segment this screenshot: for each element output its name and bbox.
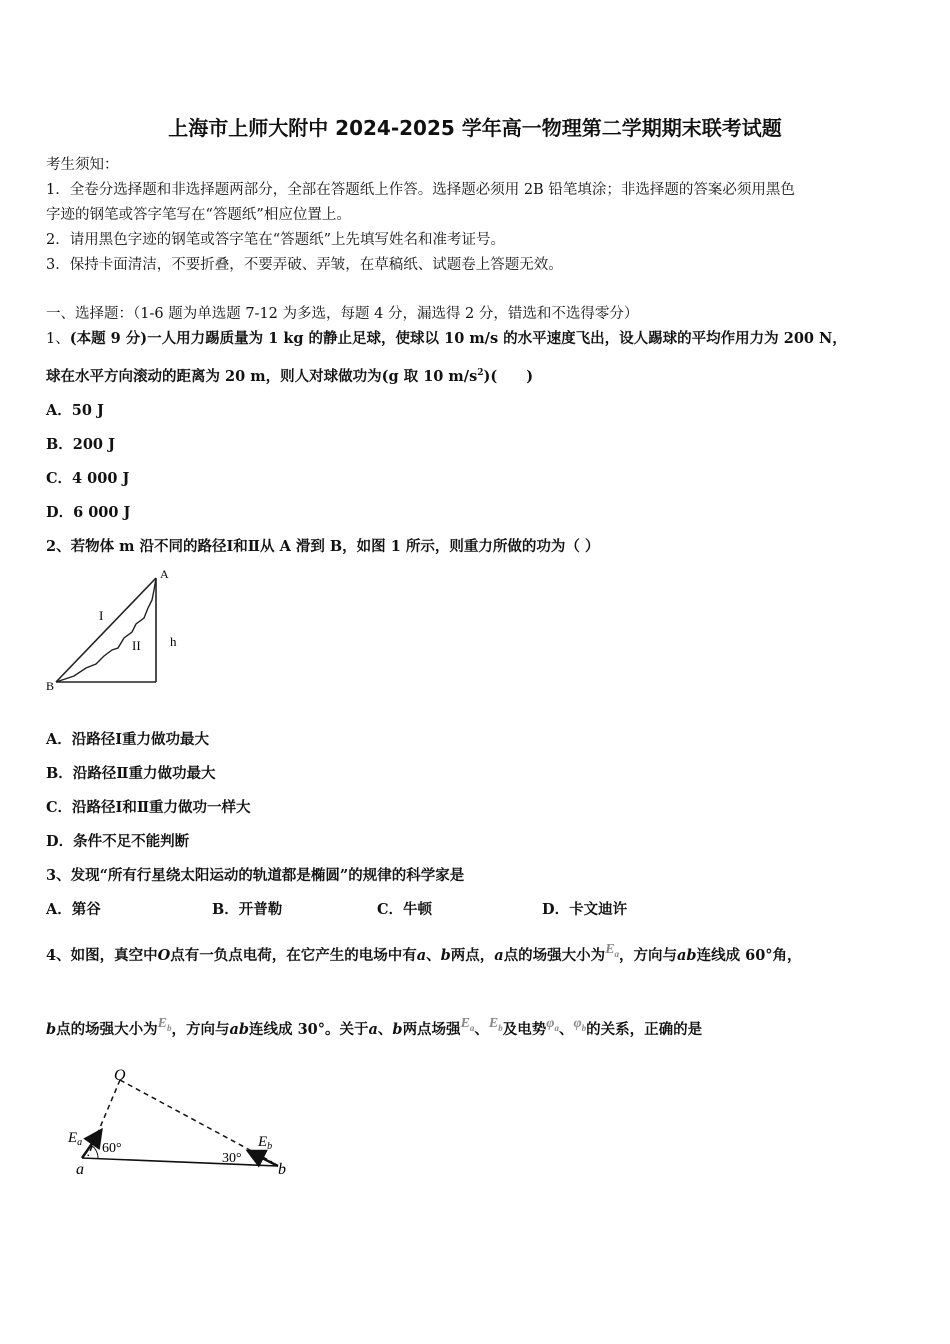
q4-arrow-eb [250, 1152, 278, 1166]
q4-sym-letter: E [157, 1016, 167, 1031]
q4-fig-label-b: b [278, 1161, 286, 1178]
q1-line-2b: )( ) [483, 368, 534, 385]
q1-line-1-text: (本题 9 分)一人用力踢质量为 1 kg 的静止足球，使球以 10 m/s 的水平速度飞出，设人踢球的平均作用力为 200 N， [69, 330, 847, 347]
q2-stem [46, 535, 599, 556]
q4-var-a: a [368, 1021, 378, 1038]
q4-text: 、 [474, 1021, 489, 1038]
q4-figure [60, 1066, 310, 1186]
q4-text: 连线成 30°。关于 [249, 1021, 369, 1038]
q1-line-1 [46, 327, 847, 348]
q2-option-a[interactable]: A．沿路径Ⅰ重力做功最大 [46, 731, 210, 748]
notice-line-1b: 字迹的钢笔或答字笔写在“答题纸”相应位置上。 [46, 207, 351, 223]
q4-line-2 [46, 1018, 702, 1040]
q4-line-ab [82, 1158, 278, 1166]
q1-sup: 2 [477, 368, 484, 379]
q4-text: 的关系，正确的是 [586, 1021, 703, 1038]
q2-option-c[interactable]: C．沿路径Ⅰ和Ⅱ重力做功一样大 [46, 799, 251, 816]
q4-text: 两点场强 [402, 1021, 461, 1038]
q4-fig-label-o: O [114, 1067, 126, 1084]
q4-text: 、 [426, 947, 441, 964]
q4-line-ob [120, 1080, 272, 1162]
q4-text: 、 [558, 1021, 574, 1038]
q4-text: 点有一负点电荷，在它产生的电场中有 [170, 947, 417, 964]
q3-option-a[interactable]: A．第谷 [46, 901, 101, 918]
q4-sym-eb [489, 1016, 503, 1031]
notice-line-1a: 1．全卷分选择题和非选择题两部分，全部在答题纸上作答。选择题必须用 2B 铅笔填涂；非选择题的答案必须用黑色 [46, 182, 795, 198]
q4-sym-letter: E [605, 942, 615, 957]
q4-var-b: b [392, 1021, 403, 1038]
q4-text: 4、如图，真空中 [46, 947, 158, 964]
page-title: 上海市上师大附中 2024-2025 学年高一物理第二学期期末联考试题 [168, 116, 782, 140]
q4-line-1 [46, 944, 802, 966]
q2-option-b[interactable]: B．沿路径Ⅱ重力做功最大 [46, 765, 216, 782]
q4-text: 点的场强大小为 [503, 947, 606, 964]
q4-sym-phib [573, 1016, 586, 1031]
q4-sym-sub: b [581, 1022, 587, 1033]
q2-fig-label-b: B [46, 679, 55, 693]
q4-fig-label-sub: a [77, 1137, 83, 1148]
q4-sym-sub: a [614, 948, 620, 959]
q4-fig-label-e: E [68, 1130, 78, 1146]
q4-sym-letter: φ [546, 1016, 555, 1031]
q4-var-ab: ab [229, 1021, 250, 1038]
q4-sym-letter: E [460, 1016, 470, 1031]
q4-sym-letter: φ [573, 1016, 582, 1031]
q4-fig-label-60: 60° [102, 1141, 122, 1156]
q3-option-d[interactable]: D．卡文迪许 [542, 901, 628, 918]
q4-text: 及电势 [502, 1021, 547, 1038]
q2-fig-label-h: h [170, 634, 177, 649]
q1-number: 1、 [46, 331, 70, 347]
q1-option-a[interactable]: A．50 J [46, 402, 104, 419]
notice-heading: 考生须知： [46, 157, 119, 173]
q4-fig-label-e: E [258, 1134, 268, 1150]
q2-option-d[interactable]: D．条件不足不能判断 [46, 833, 190, 850]
q4-fig-label-ea [67, 1130, 82, 1148]
q4-sym-eb [158, 1016, 172, 1031]
q4-text: ，方向与 [619, 947, 678, 964]
q4-var-ab: ab [677, 947, 697, 964]
notice-line-2: 2．请用黑色字迹的钢笔或答字笔在“答题纸”上先填写姓名和准考证号。 [46, 232, 506, 248]
q2-figure [44, 564, 194, 694]
q4-sym-sub: a [469, 1022, 475, 1033]
q4-sym-letter: E [488, 1016, 499, 1031]
q1-option-c[interactable]: C．4 000 J [46, 470, 130, 487]
q4-var-o: O [157, 947, 171, 964]
q1-option-b[interactable]: B．200 J [46, 436, 115, 453]
q4-var-a: a [416, 947, 427, 964]
q1-line-2 [46, 365, 533, 386]
q2-fig-label-a: A [160, 567, 169, 581]
q4-fig-label-eb [257, 1134, 272, 1152]
q2-fig-label-ii: II [132, 638, 141, 653]
q2-stem-text: 2、若物体 m 沿不同的路径Ⅰ和Ⅱ从 A 滑到 B，如图 1 所示，则重力所做的功为（ ） [46, 538, 600, 555]
q4-sym-sub: a [554, 1022, 559, 1033]
q4-sym-sub: b [498, 1022, 503, 1033]
q4-var-b: b [46, 1021, 57, 1038]
q2-fig-label-i: I [99, 608, 104, 623]
q4-text: 点的场强大小为 [56, 1021, 158, 1038]
q4-fig-label-sub: b [267, 1141, 273, 1152]
section-heading: 一、选择题：（1-6 题为单选题 7-12 为多选，每题 4 分，漏选得 2 分，错选和不选得零分） [46, 306, 639, 322]
q4-sym-ea [461, 1016, 475, 1031]
q4-text: ，方向与 [171, 1021, 230, 1038]
q4-fig-label-30: 30° [222, 1151, 242, 1166]
q4-text: 、 [377, 1021, 393, 1038]
q4-sym-ea [605, 942, 619, 957]
q4-var-a: a [494, 947, 504, 964]
q1-line-2a: 球在水平方向滚动的距离为 20 m，则人对球做功为(g 取 10 m/s [46, 368, 478, 385]
q4-fig-label-a: a [76, 1161, 84, 1178]
q1-option-d[interactable]: D．6 000 J [46, 504, 131, 521]
notice-line-3: 3．保持卡面清洁，不要折叠，不要弄破、弄皱，在草稿纸、试题卷上答题无效。 [46, 257, 563, 273]
q4-var-b: b [440, 947, 451, 964]
q3-option-b[interactable]: B．开普勒 [212, 901, 283, 918]
q4-sym-phia [546, 1016, 559, 1031]
q4-text: 两点， [450, 947, 495, 964]
q4-text: 连线成 60°角， [696, 947, 802, 964]
q2-path-i [56, 578, 156, 682]
q4-sym-sub: b [166, 1022, 172, 1033]
q3-stem: 3、发现“所有行星绕太阳运动的轨道都是椭圆”的规律的科学家是 [46, 867, 465, 884]
q3-option-c[interactable]: C．牛顿 [377, 901, 433, 918]
